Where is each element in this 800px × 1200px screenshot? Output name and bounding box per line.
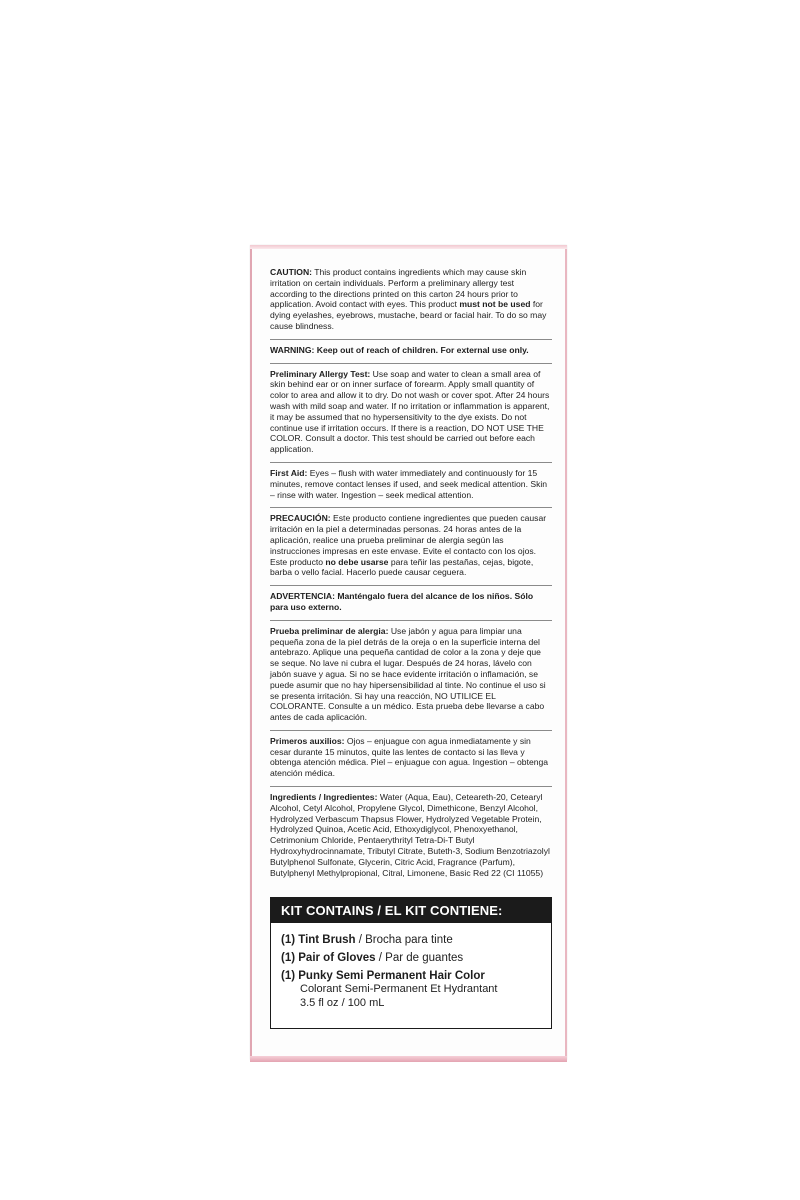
allergy-label: Preliminary Allergy Test: (270, 368, 371, 379)
precaucion-bold: no debe usarse (325, 556, 389, 567)
caution-section (270, 265, 552, 337)
kit-item-name: (1) Pair of Gloves (281, 952, 376, 964)
precaucion-label: PRECAUCIÓN: (270, 513, 331, 524)
primeros-auxilios-section (270, 734, 552, 784)
first-aid-section (270, 466, 552, 505)
kit-item (281, 969, 543, 983)
kit-contents-box (270, 897, 552, 1029)
caution-bold: must not be used (459, 299, 531, 310)
divider (270, 585, 552, 586)
divider (270, 339, 552, 340)
kit-item-name: (1) Tint Brush (281, 934, 356, 946)
warning-text: WARNING: Keep out of reach of children. For external use only. (270, 344, 529, 355)
kit-item-translation: / Par de guantes (375, 952, 464, 964)
prueba-text: Use jabón y agua para limpiar una pequeña zona de la piel detrás de la oreja o en la superficie interna del antebrazo. Aplique una pequeña cantidad de color a la zona y deje que se seque. No lave ni cubra el lugar. Después de 24 horas, lávelo con jabón suave y agua. Si no se hace evidente irritación o inflamación, se puede asumir que no hay hipersensibilidad al tinte. No continue el uso si se presenta irritación. Si hay una reacción, NO UTILICE EL COLORANTE. Consulte a un médico. Esta prueba debe llevarse a cabo antes de cada aplicación. (270, 625, 546, 723)
caution-text-end: for dying eyelashes, eyebrows, mustache, beard or facial hair. To do so may cause blindness. (270, 299, 547, 331)
divider (270, 786, 552, 787)
label-text-block (270, 265, 552, 883)
kit-item-translation: / Brocha para tinte (355, 934, 453, 946)
first-aid-text: Eyes – flush with water immediately and continuously for 15 minutes, remove contact lenses if used, and seek medical attention. Skin – rinse with water. Ingestion – seek medical attention. (270, 467, 548, 500)
caution-text: This product contains ingredients which may cause skin irritation on certain individuals. Perform a preliminary allergy test according to the directions printed on this carton 24 hours prior to application. Avoid contact with eyes. This product (270, 267, 527, 310)
prueba-label: Prueba preliminar de alergia: (270, 625, 389, 636)
kit-item-subtitle: Colorant Semi-Permanent Et Hydrantant (300, 983, 498, 995)
advertencia-section (270, 589, 552, 618)
ingredients-text: Water (Aqua, Eau), Ceteareth-20, Cetearyl Alcohol, Cetyl Alcohol, Propylene Glycol, Dimethicone, Benzyl Alcohol, Hydrolyzed Verbascum Thapsus Flower, Hydrolyzed Vegetable Protein, Hydrolyzed Quinoa, Acetic Acid, Ethoxydiglycol, Phenoxyethanol, Cetrimonium Chloride, Pentaerythrityl Tetra-Di-T Butyl Hydroxyhydrocinnamate, Tributyl Citrate, Buteth-3, Sodium Benzotriazolyl Butylphenol Sulfonate, Glycerin, Citric Acid, Fragrance (Parfum), Butylphenyl Methylpropional, Citral, Limonene, Basic Red 22 (CI 11055) (270, 792, 550, 878)
caution-label: CAUTION: (270, 267, 313, 277)
divider (270, 620, 552, 621)
precaucion-section (270, 511, 552, 583)
kit-item-name: (1) Punky Semi Permanent Hair Color (281, 970, 485, 982)
allergy-text: Use soap and water to clean a small area of skin behind ear or on inner surface of forearm. Apply small quantity of color to area and allow it to dry. Do not wash or cover spot. After 24 hours wash with mild soap and water. If no irritation or inflammation is apparent, it may be assumed that no hypersensitivity to the dye exists. Do not continue use if irritation occurs. If there is a reaction, DO NOT USE THE COLOR. Consult a doctor. This test should be carried out before each application. (270, 368, 550, 455)
ingredients-section (270, 790, 552, 883)
kit-item (281, 951, 543, 965)
kit-header: KIT CONTAINS / EL KIT CONTIENE: (271, 898, 551, 923)
primeros-text: Ojos – enjuague con agua inmediatamente y sin cesar durante 15 minutos, quite las lentes de contacto si las lleva y obtenga atención médica. Piel – enjuague con agua. Ingestion – obtenga atención médica. (270, 735, 549, 779)
divider (270, 507, 552, 508)
box-bottom-edge (250, 1056, 567, 1062)
prueba-section (270, 624, 552, 728)
first-aid-label: First Aid: (270, 467, 308, 478)
divider (270, 730, 552, 731)
precaucion-text: Este producto contiene ingredientes que pueden causar irritación en la piel a determinadas personas. 24 horas antes de la aplicación, realice una prueba preliminar de alergia según las instrucciones impresas en este envase. Evite el contacto con los ojos. Este producto (270, 513, 547, 567)
kit-list (271, 923, 551, 1010)
divider (270, 462, 552, 463)
kit-item (281, 933, 543, 947)
box-top-edge (250, 245, 567, 249)
warning-section (270, 343, 552, 361)
divider (270, 363, 552, 364)
advertencia-text: ADVERTENCIA: Manténgalo fuera del alcance de los niños. Sólo para uso externo. (270, 591, 534, 612)
primeros-label: Primeros auxilios: (270, 735, 345, 746)
precaucion-text-end: para teñir las pestañas, cejas, bigote, barba o vello facial. Hacerlo puede causar ceguera. (270, 556, 534, 578)
ingredients-label: Ingredients / Ingredientes: (270, 792, 378, 803)
allergy-test-section (270, 367, 552, 460)
kit-item-volume: 3.5 fl oz / 100 mL (300, 996, 385, 1009)
